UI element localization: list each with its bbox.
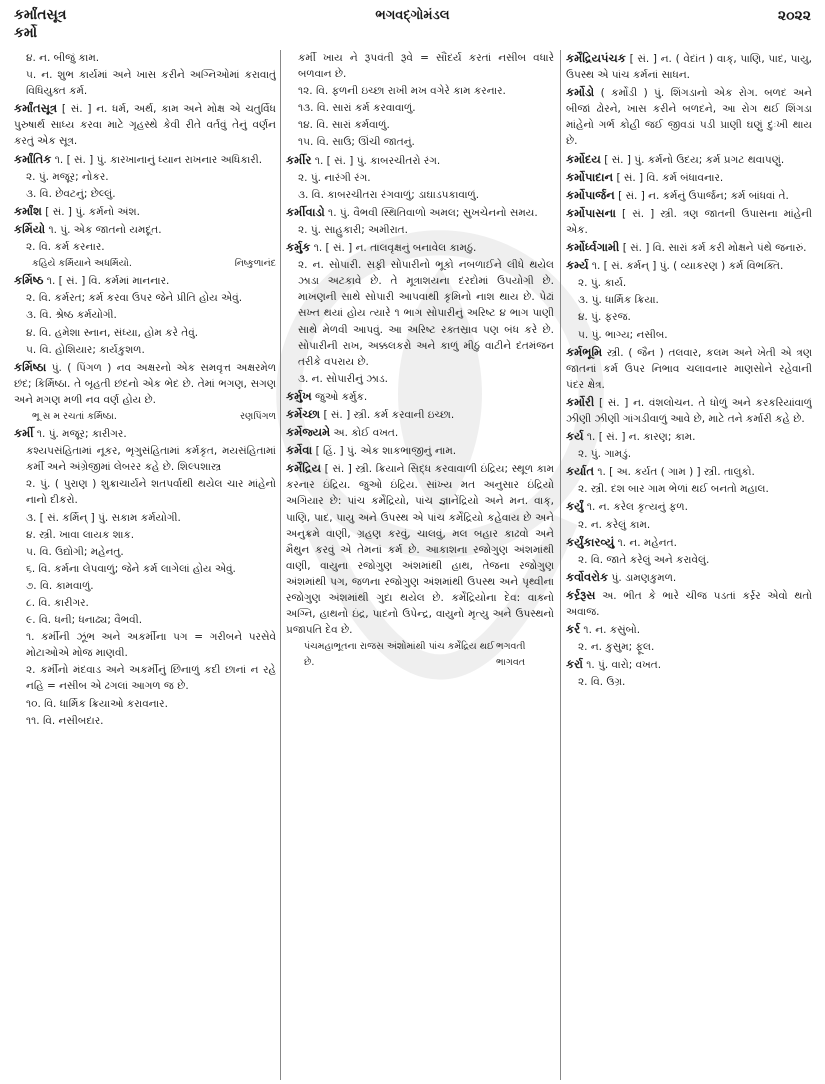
definition-text: ૧. [ સં. ] પું. કાબરચીતરો રંગ.: [314, 154, 441, 167]
entry-sense: [286, 222, 554, 238]
dictionary-entry: [566, 621, 812, 638]
definition-text: ૩. વિ. કાબરચીતરા રંગવાળું; ડાઘાડપકાવાળું.: [298, 188, 480, 201]
entry-sense: [14, 713, 276, 729]
headword: કર્મ્ય: [566, 258, 589, 273]
definition-text: ૧. પું. મજૂર; કારીગર.: [36, 428, 127, 441]
headword: કર્મુખ: [286, 388, 312, 403]
entry-sense: [566, 481, 812, 497]
citation-source: ભગવતી ભાગવત: [495, 641, 526, 669]
dictionary-entry: [286, 406, 554, 423]
entry-sense: [286, 50, 554, 82]
definition-text: ૧. [ અ. કર્યત ( ગામ ) ] સ્ત્રી. તાલુકો.: [597, 466, 755, 479]
definition-text: ૨. પું. સાહુકારી; અમીરાત.: [298, 223, 408, 236]
definition-text: ૩. [ સં. કર્મિન્ ] પું. સકામ કર્મયોગી.: [26, 511, 181, 524]
headword: કર્મોપાસના: [566, 205, 616, 220]
page-header: [14, 6, 811, 46]
entry-sense: [14, 67, 276, 99]
headword: કર્મોપાર્જન: [566, 187, 615, 202]
definition-text: ૨. વિ. કર્મ કરનાર.: [26, 241, 105, 254]
headword: કર્મોડો: [566, 85, 595, 100]
citation: [286, 639, 554, 671]
entry-sense: [14, 443, 276, 475]
definition-text: ૪. સ્ત્રી. ખાવા લાયક શાક.: [26, 528, 135, 541]
definition-text: ૧. [ સં. ] વિ. કર્મમાં માનનાર.: [46, 275, 170, 288]
definition-text: ૧. પું. વૈભવી સ્થિતિવાળો અમલ; સુખચેનનો સમય.: [328, 206, 538, 219]
column-3: [566, 50, 812, 1080]
dictionary-entry: [286, 204, 554, 221]
dictionary-entry: [566, 151, 812, 168]
entry-sense: [286, 257, 554, 370]
headword: કર્વોવરોક: [566, 569, 609, 584]
column-divider: [560, 50, 561, 1080]
definition-text: [ સં. ] ન. કર્મનું ઉપાર્જન; કર્મ બાંધવાં તે.: [618, 189, 789, 202]
definition-text: ૬. વિ. કર્મના લેપવાળું; જેને કર્મ લાગેલાં હોય એવું.: [26, 562, 236, 575]
definition-text: ૨. વિ. ઉગ્ર.: [578, 676, 626, 689]
dictionary-entry: [286, 442, 554, 459]
column-2: [286, 50, 554, 1080]
dictionary-entry: [566, 498, 812, 515]
dictionary-entry: [14, 100, 276, 149]
entry-sense: [14, 325, 276, 341]
dictionary-entry: [566, 587, 812, 620]
definition-text: ૧. પું. એક જાતનો યમદૂત.: [48, 223, 162, 236]
dictionary-entry: [14, 359, 276, 408]
dictionary-entry: [566, 344, 812, 393]
entry-sense: [14, 239, 276, 255]
definition-text: ૨. વિ. કર્મરત; કર્મ કરવા ઉપર જેને પ્રીતિ હોય એવું.: [26, 292, 243, 305]
entry-sense: [566, 552, 812, 568]
column-1: [14, 50, 276, 1080]
definition-text: ૧. [ સં. ] પું. કારખાનાનું ધ્યાન રાખનાર અધિકારી.: [54, 153, 263, 166]
entry-sense: [14, 476, 276, 508]
dictionary-entry: [14, 272, 276, 289]
definition-text: ૪. ન. બીજું કામ.: [26, 52, 100, 64]
dictionary-entry: [14, 425, 276, 442]
headword: કર્ય: [566, 429, 584, 444]
definition-text: ૧૪. વિ. સારાં કર્મવાળું.: [298, 119, 390, 132]
dictionary-entry: [566, 205, 812, 238]
headword: કર્મિયો: [14, 221, 46, 236]
headword: કર્યાત: [566, 464, 594, 479]
definition-text: ૨. વિ. જાતે કરેલું અને કરાવેલું.: [578, 553, 710, 566]
entry-sense: [566, 517, 812, 533]
entry-sense: [286, 371, 554, 387]
definition-text: ૧. [ સં. ] ન. તાલવૃક્ષનું બનાવેલ કામઠું.: [313, 242, 477, 255]
definition-text: [ સં. ] પું. કર્મનો ઉદય; કર્મ પ્રગટ થવાપણું.: [604, 153, 785, 166]
dictionary-entry: [566, 239, 812, 256]
entry-sense: [566, 446, 812, 462]
columns: [14, 50, 812, 1080]
dictionary-entry: [566, 656, 812, 673]
headword: કર્મેજ્યમે: [286, 425, 331, 440]
dictionary-entry: [566, 50, 812, 83]
headword: કર્મેંદ્રિયપંચક: [566, 51, 626, 65]
headword: કર્મોપાદાન: [566, 169, 614, 184]
definition-text: ૧૫. વિ. સાઉ; ઊંચી જાતનું.: [298, 136, 415, 149]
definition-text: [ સં. ] ન. ( વેદાંત ) વાક્, પાણિ, પાદ, પાયુ, ઉપસ્થ એ પાંચ કર્મનાં સાધન.: [566, 53, 812, 82]
entry-sense: [14, 578, 276, 594]
entry-sense: [14, 561, 276, 577]
definition-text: ૧૧. વિ. નસીબદાર.: [26, 714, 104, 727]
definition-text: ૨. પું. નારંગી રંગ.: [298, 171, 371, 184]
definition-text: [ સં. ] વિ. કર્મ બંધાવનાર.: [616, 171, 724, 184]
header-title: ભગવદ્ગોમંડલ: [375, 8, 450, 23]
headword: કર્મોરી: [566, 394, 595, 409]
dictionary-entry: [566, 534, 812, 551]
definition-text: ૧૨. વિ. ફળની ઇચ્છા રાખી મખ વગેરે કામ કરનાર.: [298, 85, 506, 98]
definition-text: ૯. વિ. ધની; ધનાઢ્ય; વૈભવી.: [26, 614, 143, 627]
definition-text: ૪. વિ. હમેશા સ્નાન, સંધ્યા, હોમ કરે તેવું.: [26, 326, 199, 339]
entry-sense: [566, 639, 812, 655]
headword: કર્મોર્ધ્વગામી: [566, 240, 620, 255]
headword: કર્મેવા: [286, 443, 313, 458]
definition-text: ૫. વિ. હોશિયાર; કાર્યકુશળ.: [26, 343, 145, 356]
definition-text: ૨. કર્મીનો મંદવાડ અને અકર્મીનું છિનાળું કદી છાનાં ન રહે નહિ = નસીબ એ ઢગલાં આગળ જ છે.: [26, 664, 276, 693]
citation: [14, 256, 276, 272]
definition-text: ૧૩. વિ. સારાં કર્મ કરવાવાળું.: [298, 102, 416, 115]
page-number: ૨૦૨૨: [777, 8, 811, 24]
definition-text: ૭. વિ. કામવાળું.: [26, 579, 94, 592]
entry-sense: [14, 186, 276, 202]
entry-sense: [14, 290, 276, 306]
headword: કર્માંતસૂત્ર: [14, 101, 58, 116]
definition-text: ૧. ન. મહેનત.: [617, 536, 677, 549]
citation-quote: ભૂ સ મ રચતાં કર્મિષ્ઠા.: [32, 410, 117, 422]
entry-sense: [14, 544, 276, 560]
entry-sense: [566, 674, 812, 690]
entry-sense: [14, 342, 276, 358]
entry-sense: [14, 527, 276, 543]
definition-text: ૩. પું. ધાર્મિક ક્રિયા.: [578, 294, 659, 307]
entry-sense: [566, 309, 812, 325]
column-divider: [280, 50, 281, 1080]
definition-text: ૫. પું. ભાગ્ય; નસીબ.: [578, 328, 668, 341]
definition-text: [ સં. ] ન. ધર્મ, અર્થ, કામ અને મોક્ષ એ ચતુર્વિધ પુરુષાર્થ સાધ્ય કરવા માટે ગૃહસ્થે કેવી રીતે વર્તવું તેનું વર્ણન કરતું એક સૂત્ર.: [14, 103, 276, 148]
definition-text: ૩. વિ. શ્રેષ્ઠ કર્મયોગી.: [26, 309, 117, 322]
citation: [14, 409, 276, 425]
definition-text: પું. ડામણકુમળ.: [611, 571, 677, 584]
definition-text: ( કર્મોડી ) પું. શિંગડાનો એક રોગ. બળદ અને બીજાં ઢોરને, ખાસ કરીને બળદને, આ રોગ થઈ શિંગડા માંહેનો ગર્ભ કોહી જઈ જીવડાં પડી પ્રાણી ઘણું દુઃખી થાય છે.: [566, 87, 812, 148]
definition-text: ૩. વિ. છેવટનું; છેલ્લું.: [26, 187, 116, 200]
citation-quote: કહિયે કર્મિયાને અધર્મિયો.: [32, 258, 132, 270]
definition-text: કર્મી ખાય ને રૂપવંતી રૂવે = સૌંદર્ય કરતાં નસીબ વધારે બળવાન છે.: [298, 52, 554, 81]
dictionary-entry: [566, 187, 812, 204]
citation-source: નિષ્કુળાનંદ: [234, 258, 276, 270]
definition-text: ૩. ન. સોપારીનું ઝાડ.: [298, 372, 388, 385]
dictionary-entry: [14, 203, 276, 220]
definition-text: જુઓ કર્મુક.: [315, 390, 368, 403]
headword: કર્મભૂમિ: [566, 344, 603, 359]
headword: કર્માંતિક: [14, 151, 52, 166]
dictionary-entry: [286, 424, 554, 441]
dictionary-entry: [286, 239, 554, 256]
entry-sense: [14, 169, 276, 185]
dictionary-entry: [566, 169, 812, 186]
headword: કર્યુંકારવ્યું: [566, 534, 615, 549]
definition-text: ૨. પું. ગામડું.: [578, 448, 632, 461]
dictionary-entry: [566, 257, 812, 274]
headword: કર્મીર: [286, 152, 312, 167]
headword: કર્મોદય: [566, 151, 601, 166]
entry-sense: [14, 595, 276, 611]
definition-text: ૨. ન. કરેલું કામ.: [578, 518, 651, 531]
entry-sense: [286, 134, 554, 150]
headword: કર્મીવાડો: [286, 204, 325, 219]
definition-text: ૧. [ સં. કર્મન્ ] પું. ( વ્યાકરણ ) કર્મ વિભક્તિ.: [591, 260, 784, 273]
header-first-word: કર્માંતસૂત્ર: [14, 7, 67, 23]
definition-text: અ. ભીત કે ભારે ચીજ પડતાં કર્ર્રર એવો થતો અવાજ.: [566, 589, 812, 618]
dictionary-entry: [286, 152, 554, 169]
dictionary-entry: [286, 460, 554, 638]
definition-text: ૨. ન. કુસુમ; ફૂલ.: [578, 641, 655, 654]
definition-text: ૮. વિ. કારીગર.: [26, 597, 89, 609]
headword: કર્ર: [566, 622, 581, 637]
definition-text: ૨. સ્ત્રી. દશ બાર ગામ ભેળાં થઈ બનતો મહાલ.: [578, 483, 769, 496]
entry-sense: [14, 50, 276, 66]
citation-source: રણપિંગળ: [240, 410, 276, 422]
dictionary-entry: [566, 569, 812, 586]
headword: કર્માંશ: [14, 203, 42, 218]
definition-text: ૨. પું. કાર્ય.: [578, 277, 627, 290]
definition-text: ૨. પું. મજૂર; નોકર.: [26, 170, 109, 183]
citation-quote: પંચમહાભૂતના રાજસ અંશોમાંથી પાંચ કર્મેંદ્રિય થઈ છે.: [304, 641, 495, 669]
definition-text: પું. ( પિંગળ ) નવ અક્ષરનો એક સમવૃત્ત અક્ષરમેળ છંદ; કિર્મિષ્ઠા. તે બૃહતી છંદનો એક ભેદ છે. તેમાં ભગણ, સગણ અને મગણ મળી નવ વર્ણ હોય છે.: [14, 361, 276, 406]
definition-text: અ. કોઈ વખત.: [333, 427, 399, 440]
entry-sense: [14, 612, 276, 628]
definition-text: [ સં. ] સ્ત્રી. ત્રણ જાતની ઉપાસના માંહેની એક.: [566, 207, 812, 236]
headword: કર્મિષ્ઠ: [14, 273, 44, 288]
dictionary-entry: [286, 388, 554, 405]
entry-sense: [14, 510, 276, 526]
headword: કર્મેચ્છા: [286, 406, 321, 421]
headword: કર્મુક: [286, 240, 311, 255]
definition-text: ૨. ન. સોપારી. સફી સોપારીનો ભૂકો નબળાઈને લીધે થયેલ ઝાડા અટકાવે છે. તે મૂત્રાશયના દરદોમાં ઉપયોગી છે. માખણની સાથે સોપારી આપવાથી કૃમિનો નાશ થાય છે. પેઢાં સખ્ત થયાં હોય ત્યારે ૧ ભાગ સોપારીનું અરિષ્ટ ૪ ભાગ પાણી સાથે મેળવી આપવું. આ અરિષ્ટ રક્તસ્રાવ પણ બંધ કરે છે. સોપારીની રાખ, અક્કલકરો અને કાળું મીઠું વાટીને દંતમંજન તરીકે વપરાય છે.: [298, 259, 554, 368]
entry-sense: [286, 117, 554, 133]
headword: કર્ર્રરૂસ: [566, 587, 596, 602]
definition-text: ૨. પું. ( પુરાણ ) શુક્રાચાર્યને શતપર્વાથી થયેલ ચાર માંહેનો નાનો દીકરો.: [26, 478, 276, 507]
entry-sense: [14, 662, 276, 694]
definition-text: [ સં. ] પું. કર્મનો અંશ.: [45, 205, 140, 218]
entry-sense: [286, 100, 554, 116]
headword: કર્યું: [566, 499, 584, 514]
definition-text: ૧૦. વિ. ધાર્મિક ક્રિયાઓ કરાવનાર.: [26, 697, 168, 710]
headword: કર્મી: [14, 426, 34, 441]
entry-sense: [566, 327, 812, 343]
dictionary-entry: [14, 151, 276, 168]
dictionary-entry: [14, 221, 276, 238]
definition-text: ૧. ન. કરેલ કૃત્યનું ફળ.: [586, 501, 688, 514]
entry-sense: [286, 170, 554, 186]
definition-text: [ સં. ] ન. વંશલોચન. તે ધોળું અને કરકરિયાંવાળું ઝીણી ઝીણી ગાંગડીવાળું આવે છે, માટે તને કર્મારી કહે છે.: [566, 396, 812, 425]
definition-text: ૫. વિ. ઉદ્યોગી; મહેનતુ.: [26, 545, 124, 558]
definition-text: ૧. ન. કસુંબો.: [583, 624, 641, 637]
definition-text: [ સં. ] સ્ત્રી. કર્મ કરવાની ઇચ્છા.: [323, 408, 455, 421]
dictionary-entry: [566, 394, 812, 427]
definition-text: ૧. કર્મીની ઝૂંભ અને અકર્મીના પગ = ગરીબને પરસેવે મોટાઓએ મોજ માણવી.: [26, 631, 276, 660]
definition-text: ૧. પું. વારો; વખત.: [586, 659, 662, 672]
definition-text: [ સં. ] વિ. સારાં કર્મ કરી મોક્ષને પંથે જનારું.: [622, 242, 807, 255]
headword: કર્મેંદ્રિય: [286, 461, 322, 476]
header-last-word: કર્મો: [14, 25, 38, 41]
entry-sense: [286, 187, 554, 203]
entry-sense: [14, 629, 276, 661]
entry-sense: [14, 307, 276, 323]
headword: કર્મિષ્ઠા: [14, 359, 47, 374]
dictionary-entry: [566, 428, 812, 445]
entry-sense: [566, 275, 812, 291]
entry-sense: [14, 696, 276, 712]
entry-sense: [566, 292, 812, 308]
headword: કર્રા: [566, 657, 583, 672]
definition-text: [ હિં. ] પું. એક શાકભાજીનું નામ.: [315, 445, 457, 458]
definition-text: કશ્યપસંહિતામાં નૂકર, ભૃગુસંહિતામાં કર્મકૃત, મયસંહિતામાં કર્મી અને અંગ્રેજીમાં લેબરર કહે છે. શિલ્પશાસ્ત્ર: [26, 445, 276, 474]
dictionary-entry: [566, 463, 812, 480]
definition-text: ૪. પું. ફરજ.: [578, 311, 631, 324]
definition-text: ૧. [ સં. ] ન. કારણ; કામ.: [586, 431, 696, 444]
definition-text: ૫. ન. શુભ કાર્યમાં અને ખાસ કરીને અગ્નિઓમાં કરાવાતું વિધિયુક્ત કર્મ.: [26, 69, 276, 98]
dictionary-entry: [566, 84, 812, 149]
entry-sense: [286, 83, 554, 99]
definition-text: સ્ત્રી. ( જૈન ) તલવાર, કલમ અને ખેતી એ ત્રણ જાતનાં કર્મ ઉપર નિભાવ ચલાવનાર માણસોને રહેવાની પંદર ક્ષેત્ર.: [566, 346, 812, 391]
definition-text: [ સં. ] સ્ત્રી. ક્રિયાને સિદ્ધ કરવાવાળી ઇંદ્રિય; સ્થૂળ કામ કરનાર ઇંદ્રિય. જુઓ ઇંદ્રિય. સાંખ્ય મત અનુસાર ઇંદ્રિયો અગિયાર છે: પાંચ કર્મેંદ્રિયો, પાંચ જ્ઞાનેંદ્રિયો અને મન. વાક્, પાણિ, પાદ, પાયુ અને ઉપસ્થ એ પાંચ કર્મેંદ્રિયો કહેવાય છે અને અનુક્રમે વાણી, ગ્રહણ કરવું, ચાલવું, મલ બહાર કાઢવો અને મૈથુન કરવું એ તેમનાં કર્મ છે. આકાશના રજોગુણ અંશમાંથી વાણી, વાયુના રજોગુણ અંશમાંથી હાથ, તેજના રજોગુણ અંશમાંથી પગ, જળના રજોગુણ અંશમાંથી ઉપસ્થ અને પૃથ્વીના રજોગુણ અંશમાંથી ગુદા થયેલ છે. કર્મેંદ્રિયોના દેવ: વાક્નો અગ્નિ, હાથનો ઇંદ્ર, પાદનો ઉપેન્દ્ર, વાયુનો મૃત્યુ અને ઉપસ્થનો પ્રજાપતિ દેવ છે.: [286, 463, 554, 637]
